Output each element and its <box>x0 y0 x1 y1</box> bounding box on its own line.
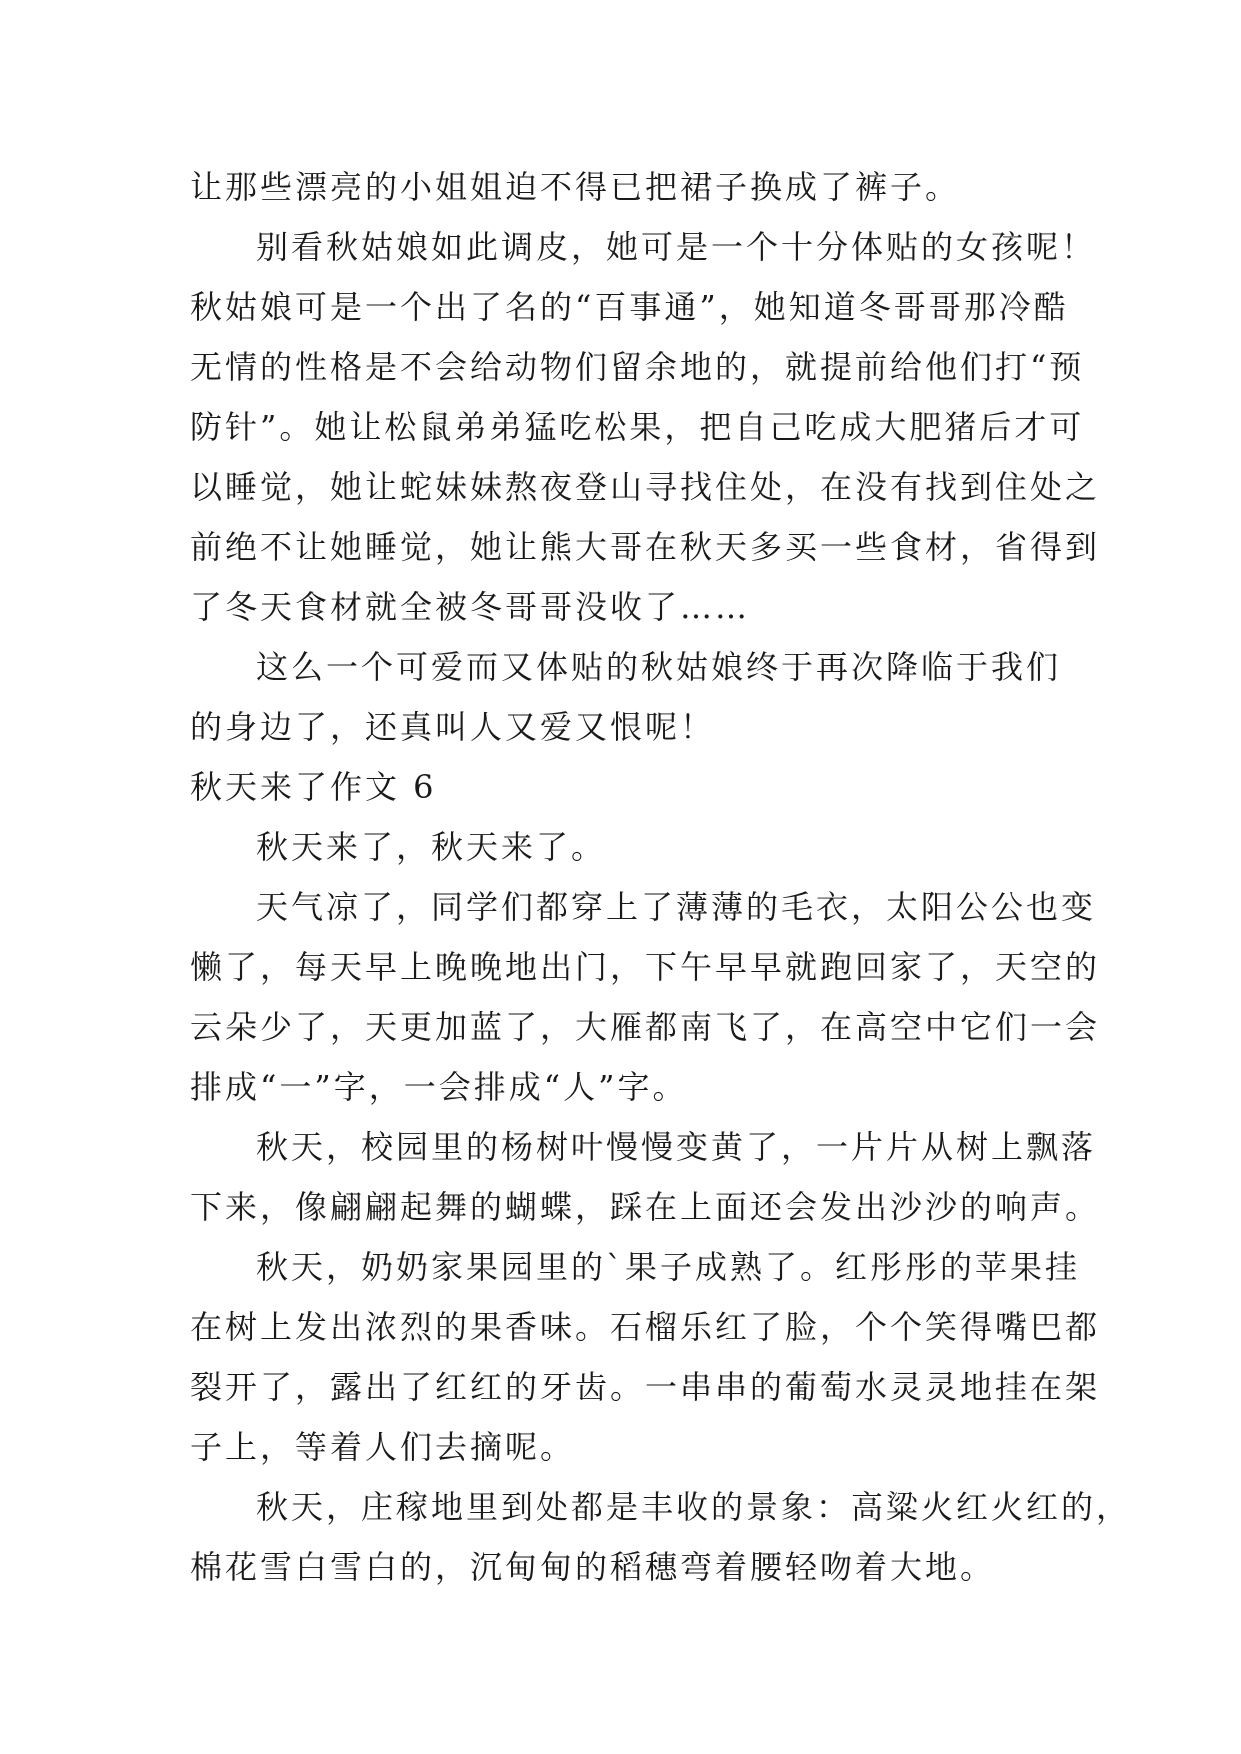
text-line: 裂开了，露出了红红的牙齿。一串串的葡萄水灵灵地挂在架 <box>190 1368 1101 1406</box>
text-line: 秋姑娘可是一个出了名的“百事通”，她知道冬哥哥那冷酷 <box>190 288 1069 326</box>
text-line: 让那些漂亮的小姐姐迫不得已把裙子换成了裤子。 <box>190 168 961 206</box>
document-body <box>190 157 1132 1597</box>
text-line: 秋天，庄稼地里到处都是丰收的景象：高粱火红火红的， <box>256 1488 1132 1526</box>
text-line: 的身边了，还真叫人又爱又恨呢！ <box>190 708 716 746</box>
text-line: 懒了，每天早上晚晚地出门，下午早早就跑回家了，天空的 <box>190 948 1101 986</box>
text-line: 秋天来了，秋天来了。 <box>256 828 607 866</box>
text-line: 别看秋姑娘如此调皮，她可是一个十分体贴的女孩呢！ <box>256 228 1097 266</box>
text-line: 秋天，校园里的杨树叶慢慢变黄了，一片片从树上飘落 <box>256 1128 1097 1166</box>
text-line: 下来，像翩翩起舞的蝴蝶，踩在上面还会发出沙沙的响声。 <box>190 1188 1101 1226</box>
text-line: 秋天，奶奶家果园里的`果子成熟了。红彤彤的苹果挂 <box>256 1248 1081 1286</box>
text-line: 这么一个可爱而又体贴的秋姑娘终于再次降临于我们 <box>256 648 1062 686</box>
text-line: 以睡觉，她让蛇妹妹熬夜登山寻找住处，在没有找到住处之 <box>190 468 1101 506</box>
text-line: 云朵少了，天更加蓝了，大雁都南飞了，在高空中它们一会 <box>190 1008 1101 1046</box>
text-line: 天气凉了，同学们都穿上了薄薄的毛衣，太阳公公也变 <box>256 888 1097 926</box>
text-line: 前绝不让她睡觉，她让熊大哥在秋天多买一些食材，省得到 <box>190 528 1101 566</box>
text-line: 在树上发出浓烈的果香味。石榴乐红了脸，个个笑得嘴巴都 <box>190 1308 1101 1346</box>
text-line: 无情的性格是不会给动物们留余地的，就提前给他们打“预 <box>190 348 1085 386</box>
section-heading: 秋天来了作文 6 <box>190 768 437 806</box>
text-line: 棉花雪白雪白的，沉甸甸的稻穗弯着腰轻吻着大地。 <box>190 1548 996 1586</box>
text-line: 了冬天食材就全被冬哥哥没收了…… <box>190 588 751 626</box>
text-line: 子上，等着人们去摘呢。 <box>190 1428 576 1466</box>
text-line: 排成“一”字，一会排成“人”字。 <box>190 1068 688 1106</box>
text-line: 防针”。她让松鼠弟弟猛吃松果，把自己吃成大肥猪后才可 <box>190 408 1085 446</box>
